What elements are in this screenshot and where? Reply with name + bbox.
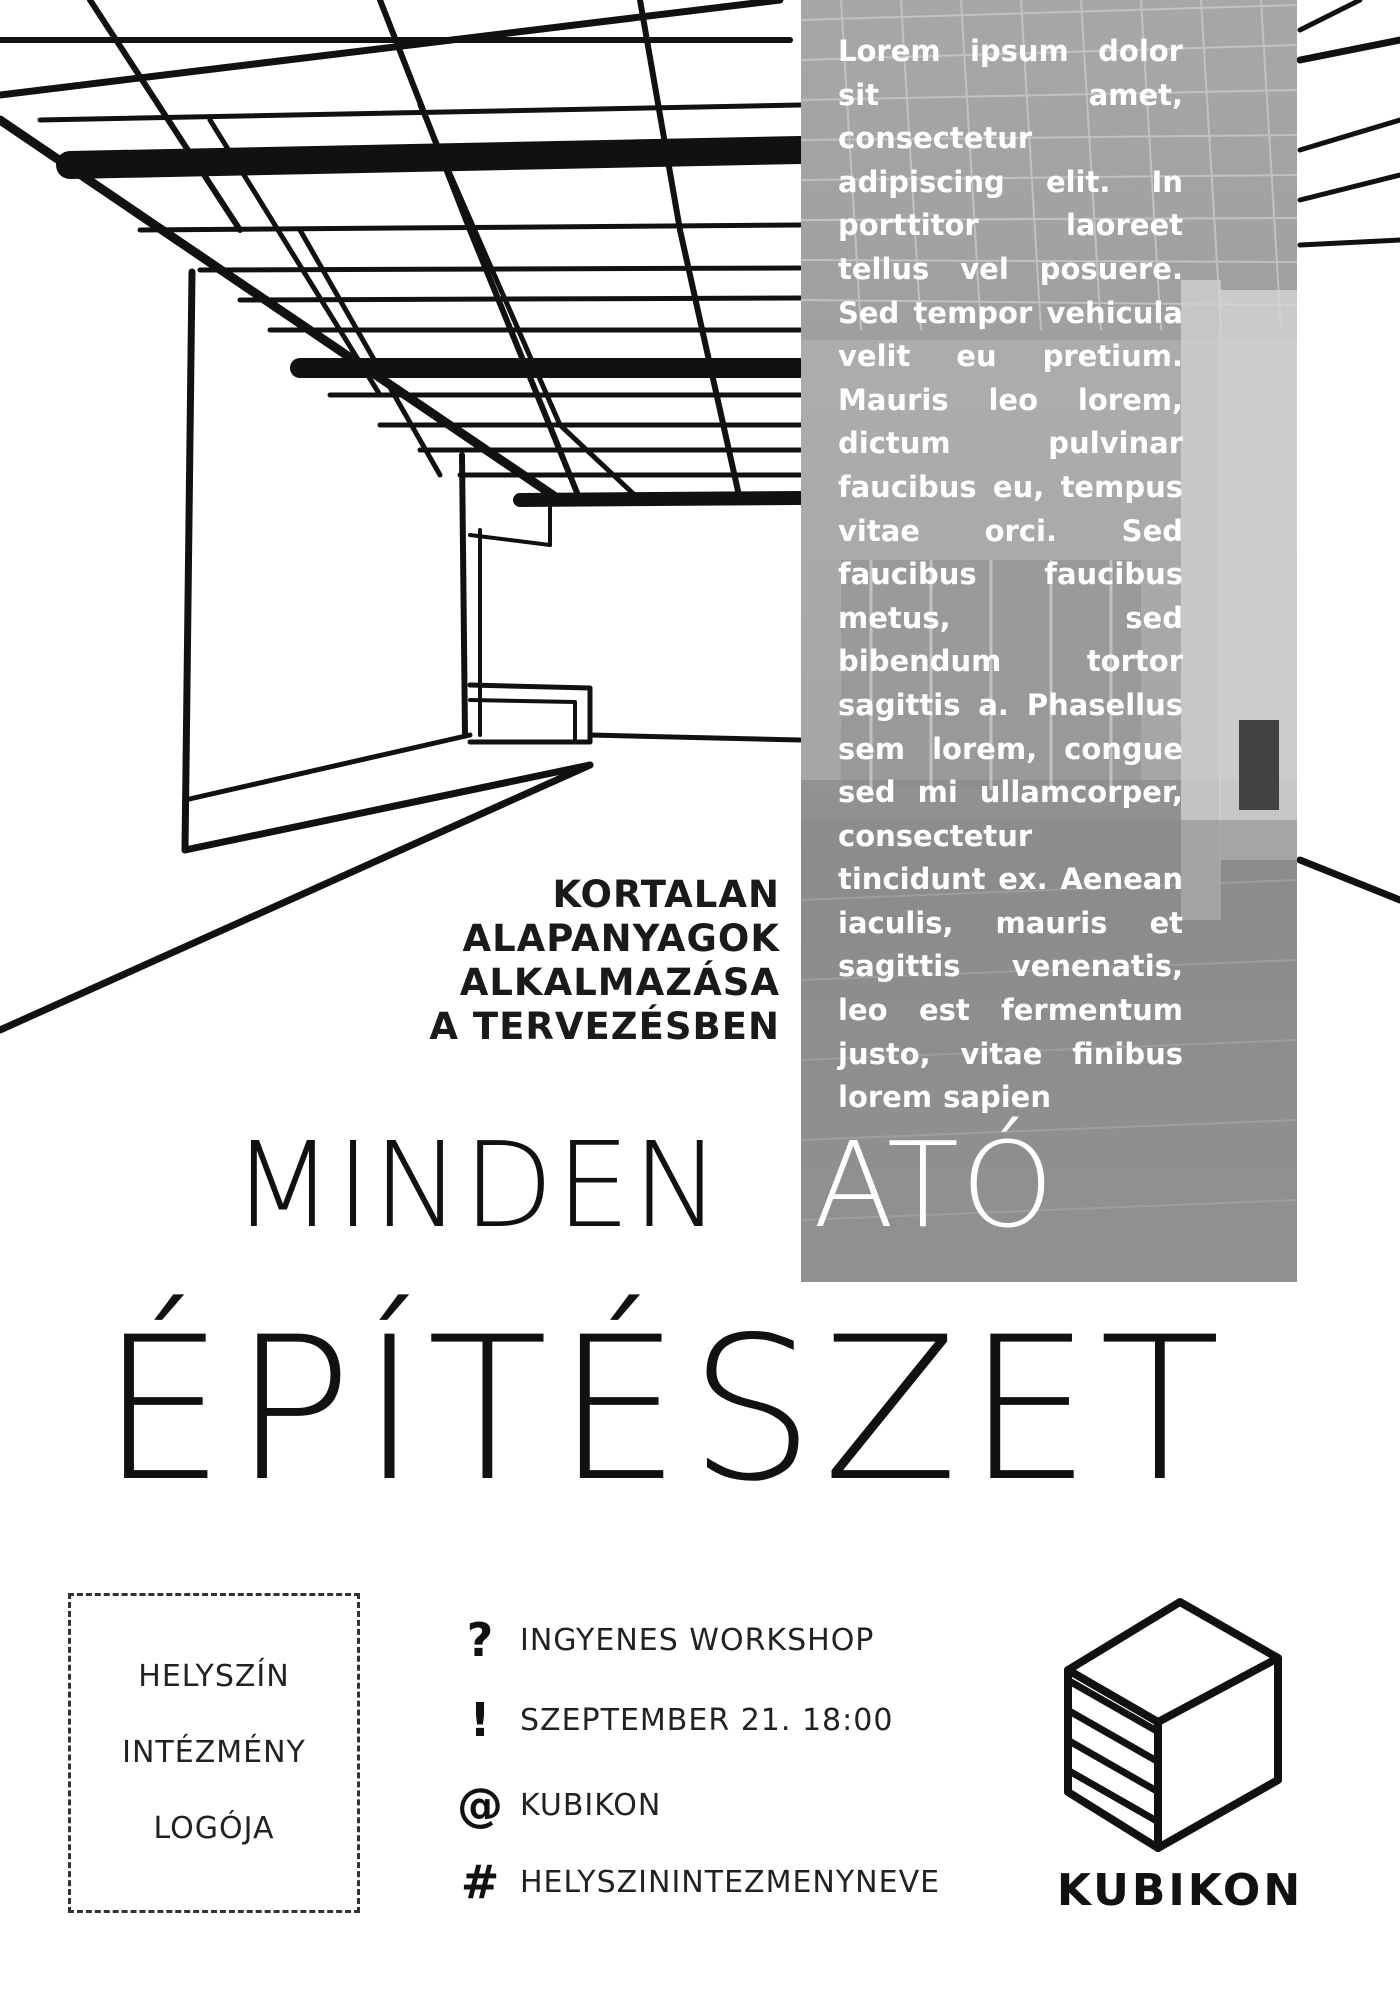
question-mark-icon: ? <box>466 1613 494 1667</box>
title-word-minden: MINDEN <box>232 1116 723 1254</box>
title-line-1 <box>232 1115 1056 1255</box>
info-text: INGYENES WORKSHOP <box>520 1622 875 1658</box>
body-text: Lorem ipsum dolor sit amet, consectetur adipiscing elit. In porttitor laoreet tellus vel posuere. Sed tempor vehicula velit eu pretium. Mauris leo lorem, dictum pulvinar faucibus eu, tempus vitae orci. Sed faucibus faucibus metus, sed bibendum tortor sagittis a. Phasellus sem lorem, congue sed mi ullamcorper, consectetur tincidunt ex. Aenean iaculis, mauris et sagittis venenatis, leo est fermentum justo, vitae finibus lorem sapien <box>838 34 1183 1115</box>
logo-placeholder-line: LOGÓJA <box>153 1811 275 1846</box>
info-text: SZEPTEMBER 21. 18:00 <box>520 1702 894 1738</box>
logo-placeholder-line: INTÉZMÉNY <box>122 1735 306 1770</box>
info-text: HELYSZININTEZMENYNEVE <box>520 1864 941 1900</box>
subtitle-line: ALKALMAZÁSA <box>459 961 780 1004</box>
exclamation-icon: ! <box>469 1693 491 1747</box>
subtitle-line: A TERVEZÉSBEN <box>429 1005 780 1048</box>
subtitle-line: KORTALAN <box>552 873 780 916</box>
title-word-hato: HATÓ <box>722 1116 1056 1254</box>
title-line-2: ÉPÍTÉSZET <box>100 1294 1229 1525</box>
subtitle <box>360 873 780 1049</box>
venue-logo-placeholder <box>68 1593 360 1913</box>
brand-name: KUBIKON <box>1056 1865 1304 1916</box>
at-sign-icon: @ <box>457 1778 503 1832</box>
info-row-workshop <box>440 1610 874 1670</box>
subtitle-line: ALAPANYAGOK <box>462 917 780 960</box>
info-row-hashtag <box>440 1852 940 1912</box>
info-text: KUBIKON <box>520 1787 662 1823</box>
logo-placeholder-line: HELYSZÍN <box>138 1659 290 1694</box>
info-row-date <box>440 1690 893 1750</box>
hash-icon: # <box>460 1855 500 1909</box>
info-row-organizer <box>440 1775 661 1835</box>
